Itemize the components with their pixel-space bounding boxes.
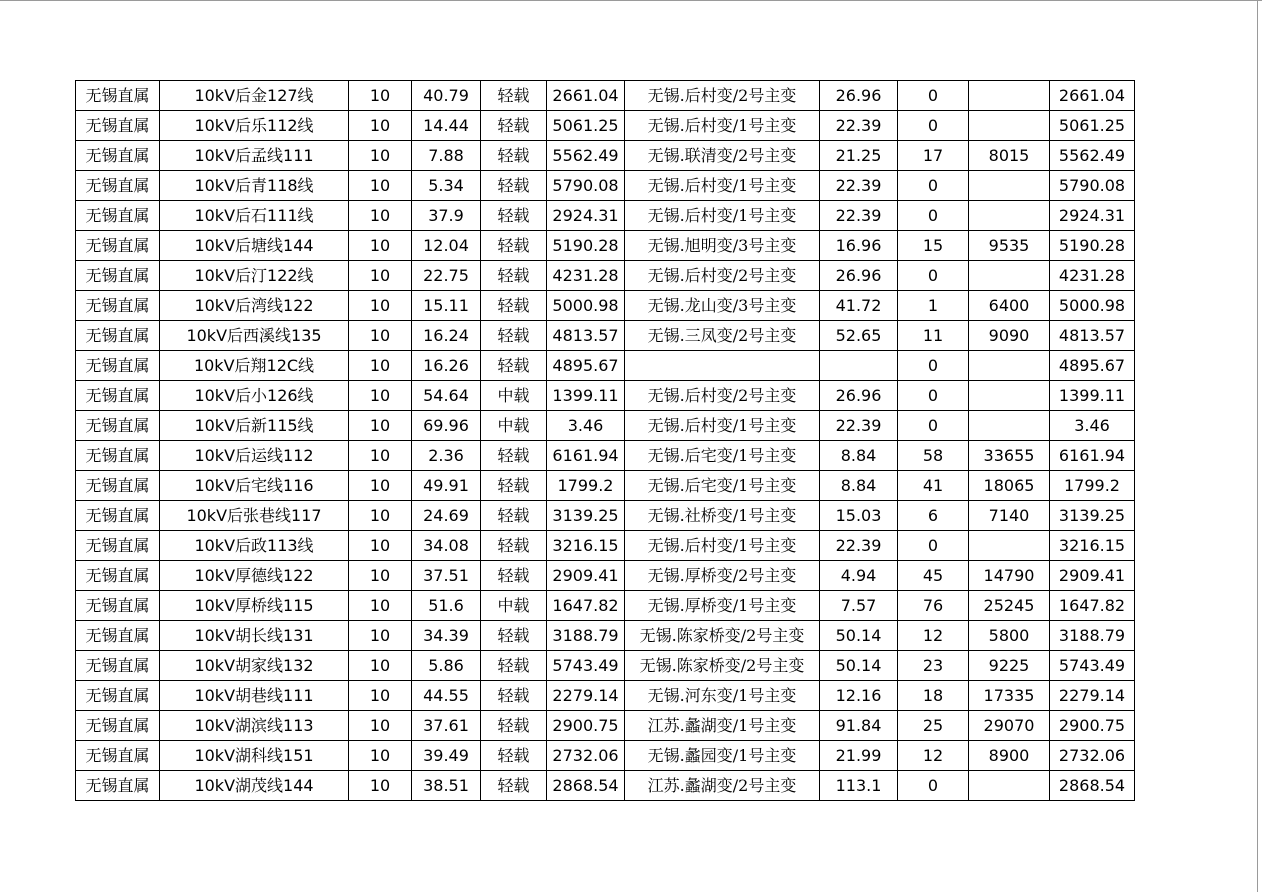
available-capacity-cell: 3188.79 [547, 621, 625, 651]
company-cell: 无锡直属 [76, 741, 160, 771]
available-capacity-cell: 3139.25 [547, 501, 625, 531]
count-cell: 12 [898, 621, 969, 651]
voltage-cell: 10 [349, 261, 412, 291]
voltage-cell: 10 [349, 441, 412, 471]
transformer-load-rate-cell: 21.99 [820, 741, 898, 771]
company-cell: 无锡直属 [76, 501, 160, 531]
feeder-name-cell: 10kV后西溪线135 [160, 321, 349, 351]
feeder-name-cell: 10kV后孟线111 [160, 141, 349, 171]
transformer-cell: 无锡.社桥变/1号主变 [625, 501, 820, 531]
load-status-cell: 轻载 [481, 261, 547, 291]
load-status-cell: 轻载 [481, 711, 547, 741]
voltage-cell: 10 [349, 681, 412, 711]
voltage-cell: 10 [349, 201, 412, 231]
table-row [76, 651, 1135, 681]
capacity-cell [969, 771, 1050, 801]
load-rate-cell: 38.51 [412, 771, 481, 801]
count-cell: 45 [898, 561, 969, 591]
voltage-cell: 10 [349, 171, 412, 201]
transformer-cell: 无锡.厚桥变/1号主变 [625, 591, 820, 621]
transformer-cell: 江苏.蠡湖变/2号主变 [625, 771, 820, 801]
transformer-load-rate-cell: 26.96 [820, 261, 898, 291]
load-rate-cell: 49.91 [412, 471, 481, 501]
company-cell: 无锡直属 [76, 471, 160, 501]
feeder-name-cell: 10kV胡家线132 [160, 651, 349, 681]
load-rate-cell: 24.69 [412, 501, 481, 531]
company-cell: 无锡直属 [76, 411, 160, 441]
company-cell: 无锡直属 [76, 651, 160, 681]
count-cell: 17 [898, 141, 969, 171]
transformer-load-rate-cell: 15.03 [820, 501, 898, 531]
transformer-load-rate-cell: 50.14 [820, 621, 898, 651]
table-row [76, 591, 1135, 621]
remaining-capacity-cell: 2661.04 [1050, 81, 1135, 111]
remaining-capacity-cell: 3188.79 [1050, 621, 1135, 651]
feeder-name-cell: 10kV湖科线151 [160, 741, 349, 771]
transformer-load-rate-cell: 8.84 [820, 471, 898, 501]
voltage-cell: 10 [349, 501, 412, 531]
count-cell: 0 [898, 411, 969, 441]
transformer-cell: 无锡.厚桥变/2号主变 [625, 561, 820, 591]
remaining-capacity-cell: 6161.94 [1050, 441, 1135, 471]
company-cell: 无锡直属 [76, 381, 160, 411]
company-cell: 无锡直属 [76, 171, 160, 201]
feeder-name-cell: 10kV后金127线 [160, 81, 349, 111]
transformer-cell: 无锡.河东变/1号主变 [625, 681, 820, 711]
available-capacity-cell: 2661.04 [547, 81, 625, 111]
count-cell: 0 [898, 531, 969, 561]
company-cell: 无锡直属 [76, 321, 160, 351]
load-rate-cell: 16.24 [412, 321, 481, 351]
table-row [76, 231, 1135, 261]
transformer-load-rate-cell: 22.39 [820, 201, 898, 231]
table-row [76, 741, 1135, 771]
table-row [76, 351, 1135, 381]
feeder-name-cell: 10kV后塘线144 [160, 231, 349, 261]
count-cell: 0 [898, 81, 969, 111]
load-status-cell: 轻载 [481, 201, 547, 231]
table-row [76, 441, 1135, 471]
transformer-cell: 无锡.蠡园变/1号主变 [625, 741, 820, 771]
capacity-cell: 9535 [969, 231, 1050, 261]
voltage-cell: 10 [349, 771, 412, 801]
load-status-cell: 轻载 [481, 291, 547, 321]
page-top-border [0, 0, 1262, 1]
capacity-cell: 8015 [969, 141, 1050, 171]
voltage-cell: 10 [349, 321, 412, 351]
capacity-cell: 8900 [969, 741, 1050, 771]
capacity-cell [969, 81, 1050, 111]
table-row [76, 711, 1135, 741]
available-capacity-cell: 5190.28 [547, 231, 625, 261]
voltage-cell: 10 [349, 561, 412, 591]
load-status-cell: 轻载 [481, 561, 547, 591]
remaining-capacity-cell: 5743.49 [1050, 651, 1135, 681]
feeder-name-cell: 10kV后小126线 [160, 381, 349, 411]
remaining-capacity-cell: 4231.28 [1050, 261, 1135, 291]
feeder-name-cell: 10kV后乐112线 [160, 111, 349, 141]
count-cell: 1 [898, 291, 969, 321]
company-cell: 无锡直属 [76, 621, 160, 651]
load-status-cell: 轻载 [481, 501, 547, 531]
company-cell: 无锡直属 [76, 201, 160, 231]
remaining-capacity-cell: 4813.57 [1050, 321, 1135, 351]
load-rate-cell: 44.55 [412, 681, 481, 711]
load-status-cell: 轻载 [481, 231, 547, 261]
count-cell: 15 [898, 231, 969, 261]
transformer-load-rate-cell: 4.94 [820, 561, 898, 591]
available-capacity-cell: 6161.94 [547, 441, 625, 471]
transformer-cell [625, 351, 820, 381]
load-status-cell: 中载 [481, 591, 547, 621]
transformer-load-rate-cell: 7.57 [820, 591, 898, 621]
feeder-name-cell: 10kV湖茂线144 [160, 771, 349, 801]
load-rate-cell: 15.11 [412, 291, 481, 321]
load-rate-cell: 16.26 [412, 351, 481, 381]
remaining-capacity-cell: 5000.98 [1050, 291, 1135, 321]
remaining-capacity-cell: 2868.54 [1050, 771, 1135, 801]
transformer-cell: 无锡.后村变/1号主变 [625, 531, 820, 561]
table-row [76, 561, 1135, 591]
feeder-name-cell: 10kV后石111线 [160, 201, 349, 231]
company-cell: 无锡直属 [76, 531, 160, 561]
table-row [76, 531, 1135, 561]
load-status-cell: 轻载 [481, 351, 547, 381]
transformer-load-rate-cell: 12.16 [820, 681, 898, 711]
voltage-cell: 10 [349, 111, 412, 141]
transformer-load-rate-cell: 22.39 [820, 111, 898, 141]
feeder-name-cell: 10kV胡长线131 [160, 621, 349, 651]
voltage-cell: 10 [349, 231, 412, 261]
available-capacity-cell: 5000.98 [547, 291, 625, 321]
count-cell: 12 [898, 741, 969, 771]
voltage-cell: 10 [349, 381, 412, 411]
feeder-load-table [75, 80, 1135, 801]
available-capacity-cell: 1647.82 [547, 591, 625, 621]
voltage-cell: 10 [349, 651, 412, 681]
load-rate-cell: 69.96 [412, 411, 481, 441]
transformer-cell: 无锡.三凤变/2号主变 [625, 321, 820, 351]
voltage-cell: 10 [349, 711, 412, 741]
capacity-cell: 9225 [969, 651, 1050, 681]
remaining-capacity-cell: 4895.67 [1050, 351, 1135, 381]
company-cell: 无锡直属 [76, 261, 160, 291]
capacity-cell [969, 351, 1050, 381]
remaining-capacity-cell: 5790.08 [1050, 171, 1135, 201]
table-row [76, 261, 1135, 291]
feeder-name-cell: 10kV后湾线122 [160, 291, 349, 321]
table-body [76, 81, 1135, 801]
transformer-load-rate-cell: 8.84 [820, 441, 898, 471]
load-status-cell: 中载 [481, 381, 547, 411]
company-cell: 无锡直属 [76, 141, 160, 171]
load-status-cell: 轻载 [481, 681, 547, 711]
available-capacity-cell: 5743.49 [547, 651, 625, 681]
load-rate-cell: 22.75 [412, 261, 481, 291]
load-rate-cell: 5.34 [412, 171, 481, 201]
feeder-name-cell: 10kV后新115线 [160, 411, 349, 441]
transformer-cell: 无锡.后村变/2号主变 [625, 261, 820, 291]
table-row [76, 771, 1135, 801]
capacity-cell: 18065 [969, 471, 1050, 501]
voltage-cell: 10 [349, 351, 412, 381]
feeder-name-cell: 10kV后宅线116 [160, 471, 349, 501]
remaining-capacity-cell: 2909.41 [1050, 561, 1135, 591]
table-row [76, 81, 1135, 111]
count-cell: 41 [898, 471, 969, 501]
company-cell: 无锡直属 [76, 681, 160, 711]
transformer-cell: 江苏.蠡湖变/1号主变 [625, 711, 820, 741]
load-rate-cell: 40.79 [412, 81, 481, 111]
available-capacity-cell: 2868.54 [547, 771, 625, 801]
table-row [76, 411, 1135, 441]
voltage-cell: 10 [349, 291, 412, 321]
company-cell: 无锡直属 [76, 771, 160, 801]
table-row [76, 291, 1135, 321]
count-cell: 0 [898, 261, 969, 291]
count-cell: 58 [898, 441, 969, 471]
remaining-capacity-cell: 5190.28 [1050, 231, 1135, 261]
transformer-cell: 无锡.联清变/2号主变 [625, 141, 820, 171]
count-cell: 0 [898, 111, 969, 141]
load-status-cell: 轻载 [481, 471, 547, 501]
table-row [76, 621, 1135, 651]
load-rate-cell: 37.9 [412, 201, 481, 231]
transformer-cell: 无锡.后宅变/1号主变 [625, 471, 820, 501]
available-capacity-cell: 3.46 [547, 411, 625, 441]
transformer-load-rate-cell: 91.84 [820, 711, 898, 741]
remaining-capacity-cell: 2924.31 [1050, 201, 1135, 231]
transformer-cell: 无锡.陈家桥变/2号主变 [625, 651, 820, 681]
remaining-capacity-cell: 2732.06 [1050, 741, 1135, 771]
transformer-cell: 无锡.后村变/2号主变 [625, 381, 820, 411]
transformer-cell: 无锡.龙山变/3号主变 [625, 291, 820, 321]
load-rate-cell: 5.86 [412, 651, 481, 681]
remaining-capacity-cell: 3216.15 [1050, 531, 1135, 561]
table-row [76, 471, 1135, 501]
remaining-capacity-cell: 2900.75 [1050, 711, 1135, 741]
capacity-cell: 5800 [969, 621, 1050, 651]
transformer-cell: 无锡.陈家桥变/2号主变 [625, 621, 820, 651]
transformer-cell: 无锡.后村变/1号主变 [625, 111, 820, 141]
load-rate-cell: 54.64 [412, 381, 481, 411]
company-cell: 无锡直属 [76, 231, 160, 261]
load-status-cell: 轻载 [481, 441, 547, 471]
capacity-cell [969, 411, 1050, 441]
transformer-load-rate-cell: 22.39 [820, 531, 898, 561]
transformer-cell: 无锡.后村变/1号主变 [625, 201, 820, 231]
transformer-load-rate-cell: 26.96 [820, 381, 898, 411]
load-rate-cell: 34.08 [412, 531, 481, 561]
company-cell: 无锡直属 [76, 561, 160, 591]
transformer-cell: 无锡.后村变/1号主变 [625, 411, 820, 441]
table-row [76, 141, 1135, 171]
remaining-capacity-cell: 1399.11 [1050, 381, 1135, 411]
count-cell: 23 [898, 651, 969, 681]
remaining-capacity-cell: 1647.82 [1050, 591, 1135, 621]
feeder-name-cell: 10kV后运线112 [160, 441, 349, 471]
load-status-cell: 轻载 [481, 81, 547, 111]
table-row [76, 321, 1135, 351]
table-row [76, 501, 1135, 531]
capacity-cell [969, 261, 1050, 291]
page-right-border [1257, 0, 1258, 892]
transformer-load-rate-cell: 52.65 [820, 321, 898, 351]
available-capacity-cell: 5562.49 [547, 141, 625, 171]
load-rate-cell: 37.61 [412, 711, 481, 741]
capacity-cell [969, 111, 1050, 141]
remaining-capacity-cell: 3.46 [1050, 411, 1135, 441]
company-cell: 无锡直属 [76, 441, 160, 471]
available-capacity-cell: 2732.06 [547, 741, 625, 771]
company-cell: 无锡直属 [76, 291, 160, 321]
capacity-cell: 25245 [969, 591, 1050, 621]
capacity-cell [969, 201, 1050, 231]
load-status-cell: 轻载 [481, 531, 547, 561]
load-rate-cell: 39.49 [412, 741, 481, 771]
load-status-cell: 轻载 [481, 111, 547, 141]
load-status-cell: 中载 [481, 411, 547, 441]
count-cell: 11 [898, 321, 969, 351]
capacity-cell: 9090 [969, 321, 1050, 351]
feeder-name-cell: 10kV厚德线122 [160, 561, 349, 591]
load-status-cell: 轻载 [481, 621, 547, 651]
remaining-capacity-cell: 2279.14 [1050, 681, 1135, 711]
table-row [76, 381, 1135, 411]
feeder-name-cell: 10kV后青118线 [160, 171, 349, 201]
voltage-cell: 10 [349, 471, 412, 501]
remaining-capacity-cell: 5562.49 [1050, 141, 1135, 171]
capacity-cell: 17335 [969, 681, 1050, 711]
count-cell: 25 [898, 711, 969, 741]
available-capacity-cell: 2279.14 [547, 681, 625, 711]
transformer-load-rate-cell: 22.39 [820, 171, 898, 201]
capacity-cell: 29070 [969, 711, 1050, 741]
available-capacity-cell: 1799.2 [547, 471, 625, 501]
feeder-name-cell: 10kV后翔12C线 [160, 351, 349, 381]
voltage-cell: 10 [349, 621, 412, 651]
transformer-load-rate-cell: 113.1 [820, 771, 898, 801]
feeder-name-cell: 10kV胡巷线111 [160, 681, 349, 711]
count-cell: 0 [898, 381, 969, 411]
capacity-cell: 6400 [969, 291, 1050, 321]
load-status-cell: 轻载 [481, 321, 547, 351]
transformer-load-rate-cell: 16.96 [820, 231, 898, 261]
transformer-load-rate-cell: 22.39 [820, 411, 898, 441]
available-capacity-cell: 1399.11 [547, 381, 625, 411]
capacity-cell: 14790 [969, 561, 1050, 591]
company-cell: 无锡直属 [76, 111, 160, 141]
load-rate-cell: 7.88 [412, 141, 481, 171]
company-cell: 无锡直属 [76, 711, 160, 741]
transformer-cell: 无锡.旭明变/3号主变 [625, 231, 820, 261]
load-rate-cell: 34.39 [412, 621, 481, 651]
capacity-cell [969, 531, 1050, 561]
table-row [76, 111, 1135, 141]
count-cell: 0 [898, 201, 969, 231]
feeder-name-cell: 10kV厚桥线115 [160, 591, 349, 621]
company-cell: 无锡直属 [76, 351, 160, 381]
table-row [76, 681, 1135, 711]
remaining-capacity-cell: 1799.2 [1050, 471, 1135, 501]
count-cell: 0 [898, 771, 969, 801]
table-row [76, 171, 1135, 201]
transformer-load-rate-cell: 50.14 [820, 651, 898, 681]
load-rate-cell: 12.04 [412, 231, 481, 261]
feeder-name-cell: 10kV后政113线 [160, 531, 349, 561]
voltage-cell: 10 [349, 81, 412, 111]
count-cell: 76 [898, 591, 969, 621]
load-rate-cell: 14.44 [412, 111, 481, 141]
count-cell: 18 [898, 681, 969, 711]
load-rate-cell: 37.51 [412, 561, 481, 591]
voltage-cell: 10 [349, 141, 412, 171]
transformer-load-rate-cell: 41.72 [820, 291, 898, 321]
feeder-name-cell: 10kV后张巷线117 [160, 501, 349, 531]
transformer-cell: 无锡.后宅变/1号主变 [625, 441, 820, 471]
transformer-load-rate-cell [820, 351, 898, 381]
count-cell: 0 [898, 351, 969, 381]
count-cell: 0 [898, 171, 969, 201]
available-capacity-cell: 2900.75 [547, 711, 625, 741]
transformer-cell: 无锡.后村变/2号主变 [625, 81, 820, 111]
load-status-cell: 轻载 [481, 771, 547, 801]
count-cell: 6 [898, 501, 969, 531]
available-capacity-cell: 2924.31 [547, 201, 625, 231]
transformer-load-rate-cell: 21.25 [820, 141, 898, 171]
feeder-name-cell: 10kV后汀122线 [160, 261, 349, 291]
transformer-load-rate-cell: 26.96 [820, 81, 898, 111]
company-cell: 无锡直属 [76, 81, 160, 111]
company-cell: 无锡直属 [76, 591, 160, 621]
available-capacity-cell: 4895.67 [547, 351, 625, 381]
feeder-name-cell: 10kV湖滨线113 [160, 711, 349, 741]
available-capacity-cell: 4813.57 [547, 321, 625, 351]
load-rate-cell: 51.6 [412, 591, 481, 621]
available-capacity-cell: 5790.08 [547, 171, 625, 201]
capacity-cell [969, 381, 1050, 411]
transformer-cell: 无锡.后村变/1号主变 [625, 171, 820, 201]
load-status-cell: 轻载 [481, 171, 547, 201]
remaining-capacity-cell: 3139.25 [1050, 501, 1135, 531]
available-capacity-cell: 3216.15 [547, 531, 625, 561]
available-capacity-cell: 4231.28 [547, 261, 625, 291]
voltage-cell: 10 [349, 741, 412, 771]
capacity-cell: 7140 [969, 501, 1050, 531]
load-status-cell: 轻载 [481, 141, 547, 171]
capacity-cell: 33655 [969, 441, 1050, 471]
capacity-cell [969, 171, 1050, 201]
remaining-capacity-cell: 5061.25 [1050, 111, 1135, 141]
load-status-cell: 轻载 [481, 651, 547, 681]
available-capacity-cell: 5061.25 [547, 111, 625, 141]
load-rate-cell: 2.36 [412, 441, 481, 471]
available-capacity-cell: 2909.41 [547, 561, 625, 591]
voltage-cell: 10 [349, 531, 412, 561]
voltage-cell: 10 [349, 591, 412, 621]
voltage-cell: 10 [349, 411, 412, 441]
table-row [76, 201, 1135, 231]
load-status-cell: 轻载 [481, 741, 547, 771]
